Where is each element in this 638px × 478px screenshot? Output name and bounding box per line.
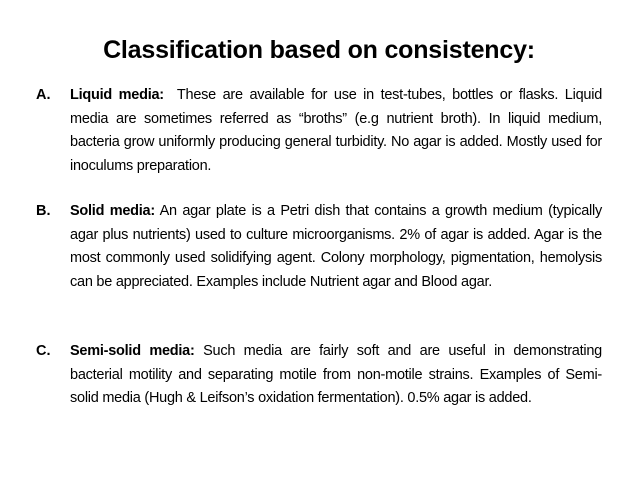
term-label: Solid media: — [70, 203, 155, 219]
term-label: Liquid media: — [70, 87, 164, 103]
term-description: Such media are fairly soft and are useful in demonstrating bacterial motility and separating motile from non-motile strains. Examples of Semi-solid media (Hugh & Leifson’s oxidation fermentation). 0.5% agar is added. — [70, 343, 602, 406]
list-item-body — [70, 340, 602, 411]
term-description: These are available for use in test-tubes, bottles or flasks. Liquid media are sometimes referred as “broths” (e.g nutrient broth). In liquid medium, bacteria grow uniformly producing general turbidity. No agar is added. Mostly used for inoculums preparation. — [70, 87, 603, 174]
list-item-body — [70, 200, 602, 294]
list-item-solid-media — [36, 200, 602, 294]
list-item-liquid-media — [36, 84, 602, 178]
slide-title: Classification based on consistency: — [103, 36, 535, 64]
list-marker: A. — [36, 87, 51, 103]
term-description: An agar plate is a Petri dish that contains a growth medium (typically agar plus nutrients) used to culture microorganisms. 2% of agar is added. Agar is the most commonly used solidifying agent. Colony morphology, pigmentation, hemolysis can be appreciated. Examples include Nutrient agar and Blood agar. — [70, 203, 602, 290]
term-label: Semi-solid media: — [70, 343, 195, 359]
list-item-body — [70, 84, 602, 178]
list-item-semi-solid-media — [36, 340, 602, 411]
list-marker: B. — [36, 203, 51, 219]
list-marker: C. — [36, 343, 51, 359]
